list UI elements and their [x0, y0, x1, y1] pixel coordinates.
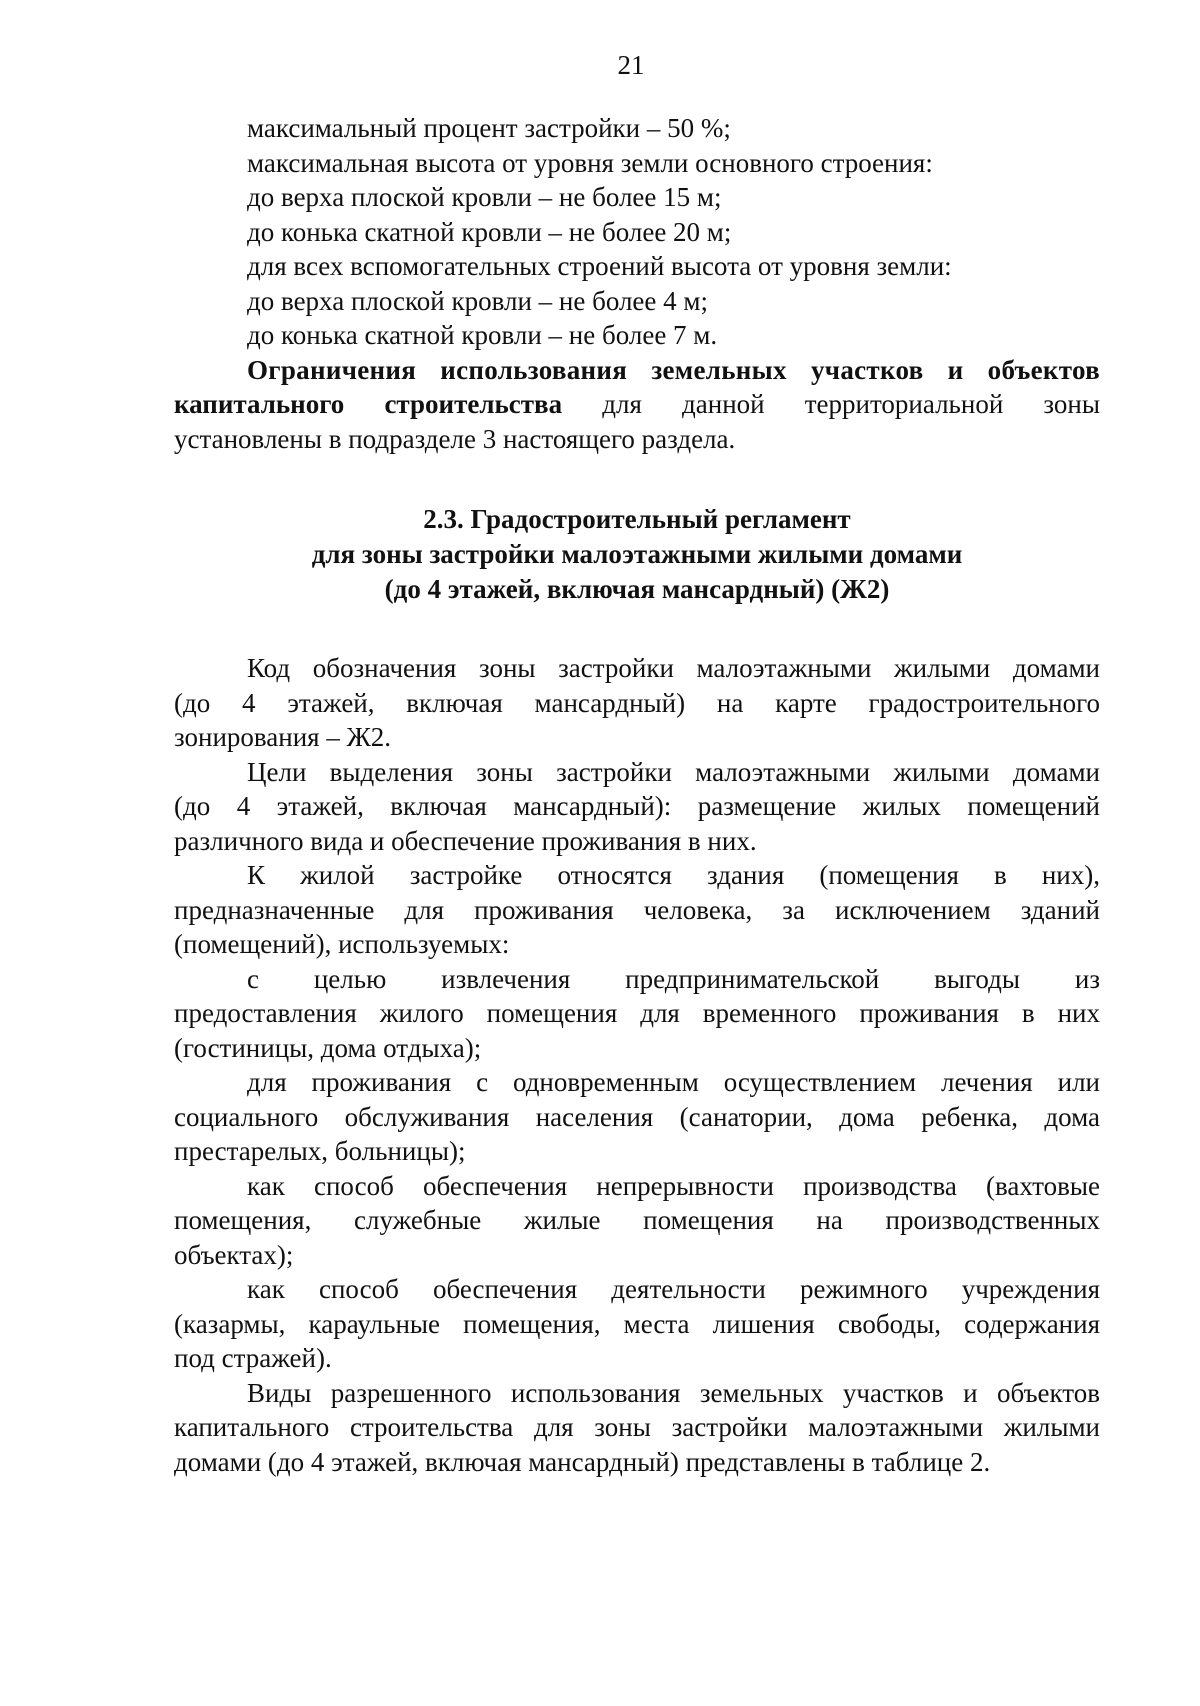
text-line: Код обозначения зоны застройки малоэтажными жилыми домами: [247, 653, 1100, 683]
text-line: максимальный процент застройки – 50 %;: [247, 113, 731, 143]
restriction-line-bold: Ограничения использования земельных участков и объектов: [247, 354, 1100, 385]
text-line: под стражей).: [174, 1343, 332, 1373]
text-line: (до 4 этажей, включая мансардный) на карте градостроительного: [174, 687, 1100, 718]
paragraph-exception-profit: [174, 962, 1100, 1066]
heading-line: (до 4 этажей, включая мансардный) (Ж2): [384, 574, 890, 604]
text-line: (до 4 этажей, включая мансардный): размещение жилых помещений: [174, 791, 1100, 821]
restriction-line-mixed: [174, 387, 1100, 422]
text-line: домами (до 4 этажей, включая мансардный) представлены в таблице 2.: [174, 1446, 991, 1477]
heading-line: 2.3. Градостроительный регламент: [423, 504, 851, 534]
text-line: предназначенные для проживания человека, за исключением зданий: [174, 894, 1100, 925]
paragraph-exception-treatment: [174, 1065, 1100, 1169]
text-line: до верха плоской кровли – не более 4 м;: [247, 285, 708, 316]
text-line: социального обслуживания населения (санатории, дома ребенка, дома: [174, 1101, 1100, 1132]
text-line: зонирования – Ж2.: [174, 722, 392, 752]
text-line: до конька скатной кровли – не более 20 м;: [247, 216, 732, 247]
paragraph-exception-production: [174, 1169, 1100, 1273]
restriction-paragraph: [174, 353, 1100, 457]
restriction-line-last: установлены в подразделе 3 настоящего раздела.: [174, 423, 736, 454]
restriction-regular-fragment: для данной территориальной зоны: [562, 389, 1100, 419]
text-line: (гостиницы, дома отдыха);: [174, 1032, 482, 1063]
paragraph-exception-regime: [174, 1272, 1100, 1376]
text-line: предоставления жилого помещения для временного проживания в них: [174, 998, 1100, 1028]
text-line: как способ обеспечения деятельности режимного учреждения: [247, 1274, 1100, 1304]
heading-line: для зоны застройки малоэтажными жилыми домами: [311, 539, 963, 569]
text-line: К жилой застройке относятся здания (помещения в них),: [247, 860, 1100, 890]
section-heading: [174, 502, 1100, 607]
text-line: как способ обеспечения непрерывности производства (вахтовые: [247, 1170, 1100, 1201]
text-line: капитального строительства для зоны застройки малоэтажными жилыми: [174, 1412, 1100, 1442]
paragraph-zone-code: [174, 651, 1100, 755]
paragraph-residential-definition: [174, 858, 1100, 962]
text-line: для проживания с одновременным осуществлением лечения или: [247, 1067, 1100, 1097]
text-line: (помещений), используемых:: [174, 929, 510, 959]
paragraph-zone-goals: [174, 755, 1100, 859]
restriction-bold-fragment: капитального строительства: [174, 389, 563, 419]
text-line: с целью извлечения предпринимательской выгоды из: [247, 963, 1100, 994]
text-line: различного вида и обеспечение проживания в них.: [174, 825, 757, 856]
page-number: 21: [617, 50, 645, 80]
text-line: объектах);: [174, 1239, 294, 1270]
text-line: для всех вспомогательных строений высота от уровня земли:: [247, 251, 952, 281]
text-line: Виды разрешенного использования земельных участков и объектов: [247, 1377, 1100, 1408]
paragraph-permitted-uses: [174, 1376, 1100, 1480]
page-content: [174, 111, 1100, 1479]
text-line: (казармы, караульные помещения, места лишения свободы, содержания: [174, 1308, 1100, 1339]
text-line: максимальная высота от уровня земли основного строения:: [247, 147, 933, 178]
text-line: до верха плоской кровли – не более 15 м;: [247, 182, 722, 212]
text-line: престарелых, больницы);: [174, 1136, 466, 1166]
text-line: Цели выделения зоны застройки малоэтажными жилыми домами: [247, 756, 1100, 787]
text-line: помещения, служебные жилые помещения на производственных: [174, 1205, 1100, 1235]
text-line: до конька скатной кровли – не более 7 м.: [247, 320, 718, 350]
building-parameters: [174, 111, 1100, 353]
